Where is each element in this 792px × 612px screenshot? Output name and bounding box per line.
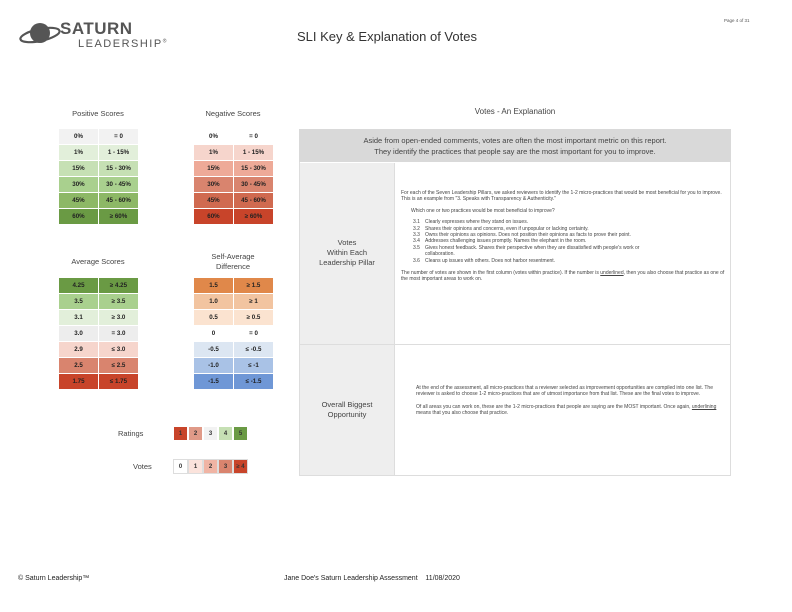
rating-cell: 1 xyxy=(173,426,188,441)
average-score-value: 1.75 xyxy=(59,374,99,390)
micro-practice-item xyxy=(413,258,643,264)
pillar-intro: For each of the Seven Leadership Pillars, we asked reviewers to identify the 1-2 micro-practices that would be most beneficial for you to improve. This is an example from "3. Speaks with Transparency & Authenticity." xyxy=(401,190,722,203)
logo-text-saturn: SATURN xyxy=(60,19,133,38)
micro-practice-number: 3.2 xyxy=(413,225,420,232)
self-average-row xyxy=(194,326,274,342)
self-average-value: 0 xyxy=(194,326,234,342)
negative-score-row xyxy=(194,177,274,193)
negative-score-value: 45% xyxy=(194,193,234,209)
negative-score-range: 45 - 60% xyxy=(234,193,274,209)
rating-cell: 3 xyxy=(203,426,218,441)
average-score-range: ≥ 3.5 xyxy=(99,294,139,310)
negative-score-range: 15 - 30% xyxy=(234,161,274,177)
average-score-row xyxy=(59,326,139,342)
average-score-range: ≤ 3.0 xyxy=(99,342,139,358)
negative-score-value: 15% xyxy=(194,161,234,177)
negative-score-range: = 0 xyxy=(234,129,274,145)
ratings-scale xyxy=(173,426,248,441)
micro-practice-number: 3.3 xyxy=(413,232,420,239)
pillar-question: Which one or two practices would be most beneficial to improve? xyxy=(411,207,555,214)
positive-score-value: 60% xyxy=(59,209,99,225)
self-average-row xyxy=(194,342,274,358)
average-scores-heading: Average Scores xyxy=(71,257,125,266)
negative-score-range: ≥ 60% xyxy=(234,209,274,225)
self-average-range: ≥ 1.5 xyxy=(234,278,274,294)
micro-practice-number: 3.1 xyxy=(413,219,420,226)
vote-cell: 2 xyxy=(203,459,218,474)
negative-score-value: 60% xyxy=(194,209,234,225)
negative-scores-heading: Negative Scores xyxy=(205,109,261,118)
positive-score-range: 45 - 60% xyxy=(99,193,139,209)
negative-score-row xyxy=(194,209,274,225)
positive-score-range: ≥ 60% xyxy=(99,209,139,225)
votes-scale xyxy=(173,459,248,474)
self-average-row xyxy=(194,294,274,310)
explanation-left-column xyxy=(300,163,394,475)
average-score-value: 3.0 xyxy=(59,326,99,342)
page-number: Page 4 of 31 xyxy=(724,18,750,23)
micro-practice-text: Cleans up issues with others. Does not harbor resentment. xyxy=(425,257,556,264)
self-average-value: 1.5 xyxy=(194,278,234,294)
negative-score-range: 30 - 45% xyxy=(234,177,274,193)
micro-practice-number: 3.6 xyxy=(413,257,420,264)
saturn-planet-icon xyxy=(18,16,62,52)
saturn-logo xyxy=(18,16,168,52)
self-average-range: ≤ -0.5 xyxy=(234,342,274,358)
average-score-value: 2.5 xyxy=(59,358,99,374)
positive-score-row xyxy=(59,161,139,177)
positive-score-value: 30% xyxy=(59,177,99,193)
positive-scores-heading: Positive Scores xyxy=(72,109,124,118)
negative-score-row xyxy=(194,161,274,177)
overall-opportunity-text: At the end of the assessment, all micro-practices that a reviewer selected as improvement opportunities are compiled into one list. The reviewer is asked to choose 1-2 micro-practices that are of utmost importance from that list. These are the final votes to improve. Of all areas you can work on, these are the 1-2 micro-practices that people are saying are the MOST important. Once again, underlining means that you also choose that practice. xyxy=(416,385,717,417)
page-title: SLI Key & Explanation of Votes xyxy=(297,29,477,44)
logo-text-leadership: LEADERSHIP® xyxy=(78,38,168,50)
average-score-row xyxy=(59,358,139,374)
rating-cell: 2 xyxy=(188,426,203,441)
micro-practice-text: Clearly expresses where they stand on issues. xyxy=(425,219,529,226)
positive-score-value: 15% xyxy=(59,161,99,177)
vote-cell: 3 xyxy=(218,459,233,474)
column-divider xyxy=(394,163,395,475)
overall-opportunity-label: Overall Biggest Opportunity xyxy=(321,400,373,419)
average-score-range: = 3.0 xyxy=(99,326,139,342)
positive-score-value: 45% xyxy=(59,193,99,209)
positive-score-range: 15 - 30% xyxy=(99,161,139,177)
self-average-range: = 0 xyxy=(234,326,274,342)
footer-report-name: Jane Doe's Saturn Leadership Assessment 11/08/2020 xyxy=(284,575,460,582)
positive-score-row xyxy=(59,129,139,145)
micro-practice-item xyxy=(413,245,643,258)
positive-score-row xyxy=(59,193,139,209)
votes-within-pillar-label: Votes Within Each Leadership Pillar xyxy=(319,238,375,267)
row-divider xyxy=(299,344,731,345)
self-average-key xyxy=(193,277,274,390)
average-score-range: ≥ 4.25 xyxy=(99,278,139,294)
negative-score-row xyxy=(194,145,274,161)
self-average-value: -0.5 xyxy=(194,342,234,358)
negative-scores-key xyxy=(193,128,274,225)
self-average-range: ≥ 1 xyxy=(234,294,274,310)
self-average-row xyxy=(194,374,274,390)
self-average-value: -1.0 xyxy=(194,358,234,374)
average-score-range: ≤ 2.5 xyxy=(99,358,139,374)
negative-score-range: 1 - 15% xyxy=(234,145,274,161)
self-average-range: ≥ 0.5 xyxy=(234,310,274,326)
micro-practice-number: 3.4 xyxy=(413,238,420,245)
micro-practice-text: Shares their opinions and concerns, even if unpopular or lacking certainty. xyxy=(425,225,589,232)
micro-practice-text: Addresses challenging issues promptly. Names the elephant in the room. xyxy=(425,238,587,245)
average-score-value: 2.9 xyxy=(59,342,99,358)
positive-score-value: 0% xyxy=(59,129,99,145)
explanation-heading: Votes - An Explanation xyxy=(474,107,556,116)
micro-practice-text: Gives honest feedback. Shares their perspective when they are dissatisfied with people's work or collaboration. xyxy=(425,244,640,258)
average-score-row xyxy=(59,374,139,390)
average-scores-key xyxy=(58,277,139,390)
positive-score-row xyxy=(59,209,139,225)
negative-score-value: 0% xyxy=(194,129,234,145)
votes-label: Votes xyxy=(133,462,152,471)
average-score-row xyxy=(59,310,139,326)
average-score-row xyxy=(59,294,139,310)
positive-score-row xyxy=(59,145,139,161)
positive-score-range: 1 - 15% xyxy=(99,145,139,161)
self-average-range: ≤ -1 xyxy=(234,358,274,374)
self-average-row xyxy=(194,358,274,374)
votes-within-pillar-text xyxy=(401,190,726,288)
average-score-row xyxy=(59,342,139,358)
average-score-range: ≤ 1.75 xyxy=(99,374,139,390)
footer-copyright: © Saturn Leadership™ xyxy=(18,575,90,582)
positive-score-range: 30 - 45% xyxy=(99,177,139,193)
positive-score-value: 1% xyxy=(59,145,99,161)
negative-score-value: 1% xyxy=(194,145,234,161)
self-average-heading: Self-Average Difference xyxy=(211,252,255,271)
positive-score-row xyxy=(59,177,139,193)
vote-cell: 1 xyxy=(188,459,203,474)
ratings-label: Ratings xyxy=(118,429,144,438)
negative-score-row xyxy=(194,193,274,209)
positive-scores-key xyxy=(58,128,139,225)
negative-score-value: 30% xyxy=(194,177,234,193)
self-average-value: -1.5 xyxy=(194,374,234,390)
self-average-row xyxy=(194,310,274,326)
average-score-row xyxy=(59,278,139,294)
self-average-value: 1.0 xyxy=(194,294,234,310)
explanation-banner: Aside from open-ended comments, votes are often the most important metric on this report. They identify the practices that people say are the most important for you to improve. xyxy=(299,129,731,162)
negative-score-row xyxy=(194,129,274,145)
vote-cell: ≥ 4 xyxy=(233,459,248,474)
average-score-range: ≥ 3.0 xyxy=(99,310,139,326)
self-average-value: 0.5 xyxy=(194,310,234,326)
self-average-range: ≤ -1.5 xyxy=(234,374,274,390)
micro-practice-text: Owns their opinions as opinions. Does not position their opinions as facts to prove their point. xyxy=(425,232,631,239)
average-score-value: 3.5 xyxy=(59,294,99,310)
self-average-row xyxy=(194,278,274,294)
positive-score-range: = 0 xyxy=(99,129,139,145)
pillar-footer: The number of votes are shown in the first column (votes within practice). If the number is underlined, then you also choose that practice as one of the most important areas to work on. xyxy=(401,270,725,283)
rating-cell: 5 xyxy=(233,426,248,441)
average-score-value: 3.1 xyxy=(59,310,99,326)
vote-cell: 0 xyxy=(173,459,188,474)
micro-practice-list xyxy=(401,219,643,264)
average-score-value: 4.25 xyxy=(59,278,99,294)
micro-practice-number: 3.5 xyxy=(413,244,420,251)
rating-cell: 4 xyxy=(218,426,233,441)
